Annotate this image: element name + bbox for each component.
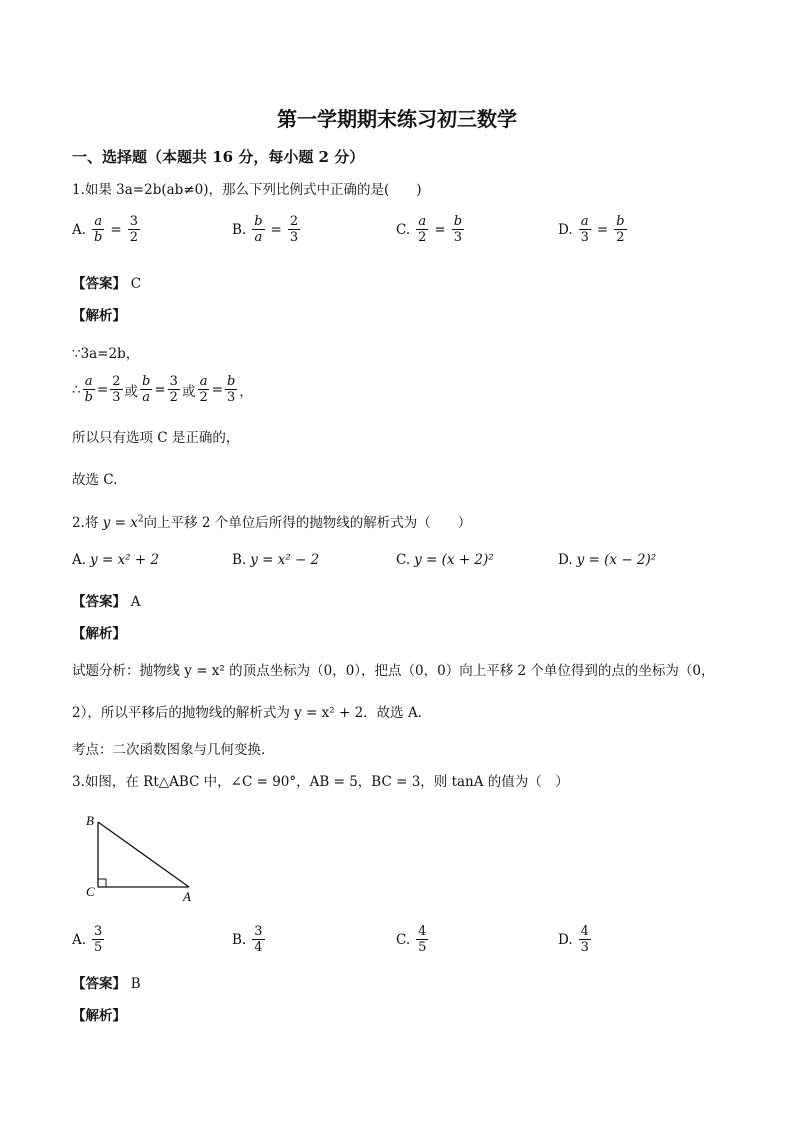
q2-stem: 2.将 $y = x^2$向上平移 2 个单位后所得的抛物线的解析式为（ ）	[72, 514, 472, 531]
q1-option-c[interactable]: C. $\frac{a}{2}$ = $\frac{b}{3}$	[396, 214, 463, 245]
q3-option-a[interactable]: A. $\frac{3}{5}$	[72, 924, 103, 955]
fraction: $\frac{a}{2}$	[418, 214, 427, 245]
vertex-c: C	[86, 884, 95, 899]
page-title: 第一学期期末练习初三数学	[277, 107, 517, 131]
right-angle-marker	[98, 879, 106, 887]
fraction: $\frac{3}{2}$	[129, 214, 138, 245]
fraction: $\frac{b}{3}$	[453, 214, 463, 245]
side-ab	[98, 822, 189, 887]
section-heading: 一、选择题（本题共 16 分，每小题 2 分）	[72, 148, 365, 166]
option-label: D.	[558, 221, 573, 238]
q2-analysis-line1: 试题分析：抛物线 y = x² 的顶点坐标为（0，0），把点（0，0）向上平移 2 个单位得到的点的坐标为（0，	[72, 663, 715, 679]
q1-option-a[interactable]: A. $\frac{a}{b}$ = $\frac{3}{2}$	[72, 214, 138, 245]
fraction: $\frac{b}{2}$	[616, 214, 625, 245]
q2-analysis-line2: 2），所以平移后的抛物线的解析式为 y = x² + 2．故选 A．	[72, 705, 432, 721]
q1-analysis-label: 【解析】	[72, 308, 126, 324]
triangle-figure	[82, 812, 202, 904]
q2-option-c[interactable]: C. y = (x + 2)²	[396, 552, 494, 568]
q3-option-d[interactable]: D. $\frac{4}{3}$	[558, 924, 589, 955]
fraction: $\frac{a}{b}$	[94, 214, 103, 245]
vertex-a: A	[183, 889, 191, 904]
q2-option-b[interactable]: B. y = x² − 2	[232, 552, 320, 568]
fraction: $\frac{b}{a}$	[254, 214, 263, 245]
option-label: B.	[232, 221, 247, 238]
q3-option-c[interactable]: C. $\frac{4}{5}$	[396, 924, 427, 955]
q1-analysis-line1: ∵3a=2b，	[72, 346, 140, 362]
option-label: A.	[72, 221, 87, 238]
q3-stem: 3.如图，在 Rt△ABC 中，∠C = 90°，AB = 5，BC = 3，则 tanA 的值为（ ）	[72, 774, 569, 790]
q1-analysis-line2: ∴ $\frac{a}{b}$ = $\frac{2}{3}$ 或 $\frac{b}{a}$ = $\frac{3}{2}$ 或 $\frac{a}{2}$ = $\frac{b}{3}$ ，	[72, 374, 253, 405]
fraction: $\frac{2}{3}$	[289, 214, 299, 245]
q2-option-a[interactable]: A. y = x² + 2	[72, 552, 160, 568]
q3-answer: 【答案】 B	[72, 976, 141, 992]
vertex-b: B	[86, 813, 94, 828]
q1-option-d[interactable]: D. $\frac{a}{3}$ = $\frac{b}{2}$	[558, 214, 625, 245]
q2-option-d[interactable]: D. y = (x − 2)²	[558, 552, 657, 568]
q3-option-b[interactable]: B. $\frac{3}{4}$	[232, 924, 263, 955]
fraction: $\frac{a}{3}$	[580, 214, 589, 245]
option-label: C.	[396, 221, 411, 238]
q3-analysis-label: 【解析】	[72, 1008, 126, 1024]
q1-analysis-line4: 故选 C.	[72, 472, 118, 488]
q1-answer: 【答案】 C	[72, 276, 142, 292]
q1-option-b[interactable]: B. $\frac{b}{a}$ = $\frac{2}{3}$	[232, 214, 299, 245]
q2-analysis-label: 【解析】	[72, 626, 126, 642]
q2-answer: 【答案】 A	[72, 594, 141, 610]
q1-stem: 1.如果 3a=2b(ab≠0)，那么下列比例式中正确的是( )	[72, 182, 422, 198]
q2-kaodian: 考点：二次函数图象与几何变换．	[72, 742, 275, 758]
q1-analysis-line3: 所以只有选项 C 是正确的，	[72, 430, 240, 446]
